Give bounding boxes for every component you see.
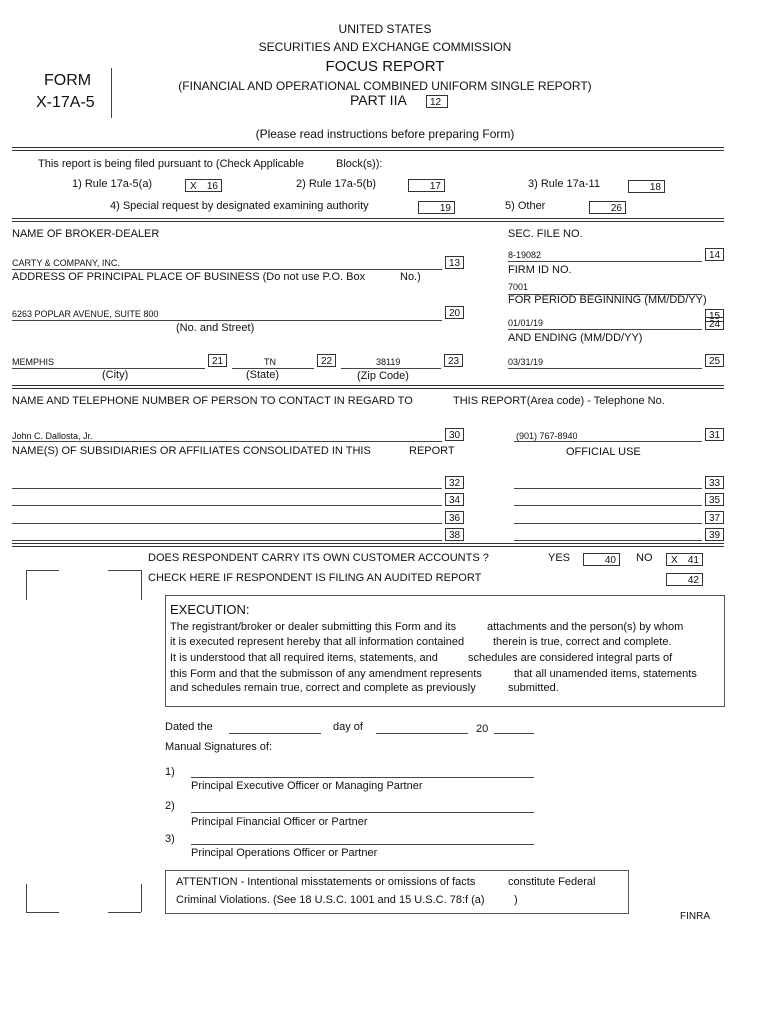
execution-line: submitted.	[508, 682, 559, 694]
execution-line: attachments and the person(s) by whom	[487, 621, 684, 633]
street-value[interactable]: 6263 POPLAR AVENUE, SUITE 800	[12, 309, 159, 319]
rule2-label: 2) Rule 17a-5(b)	[296, 178, 377, 190]
subsidiary-code: 38	[445, 528, 464, 541]
rule5-checkbox[interactable]	[589, 201, 626, 214]
state-caption: (State)	[246, 369, 280, 381]
yes-checkbox[interactable]	[583, 553, 620, 566]
execution-line: The registrant/broker or dealer submitting this Form and its	[170, 621, 457, 633]
official-use-code: 39	[705, 528, 724, 541]
execution-line: schedules are considered integral parts of	[468, 652, 673, 664]
execution-heading: EXECUTION:	[170, 602, 250, 617]
subsidiary-line[interactable]	[12, 505, 442, 506]
instructions: (Please read instructions before preparing Form)	[255, 127, 515, 141]
official-use-line[interactable]	[514, 488, 702, 489]
rule1-mark: X	[190, 181, 197, 192]
section-rule	[12, 543, 724, 547]
execution-line: and schedules remain true, correct and complete as previously	[170, 682, 476, 694]
filing-intro-blocks: Block(s)):	[336, 158, 383, 170]
attention-text: constitute Federal	[508, 876, 596, 888]
signature-number: 3)	[165, 833, 175, 845]
dated-year-line[interactable]	[494, 733, 534, 734]
rule5-label: 5) Other	[505, 200, 546, 212]
broker-name-value[interactable]: CARTY & COMPANY, INC.	[12, 258, 120, 268]
official-use-line[interactable]	[514, 523, 702, 524]
signature-title: Principal Operations Officer or Partner	[191, 847, 378, 859]
city-code: 21	[208, 354, 227, 367]
contact-phone-line	[514, 441, 702, 442]
subsidiary-line[interactable]	[12, 523, 442, 524]
period-begin-line	[508, 329, 702, 330]
attention-text: Criminal Violations. (See 18 U.S.C. 1001 and 15 U.S.C. 78:f (a)	[176, 894, 485, 906]
no-checkbox[interactable]	[666, 553, 703, 566]
zip-value[interactable]: 38119	[376, 357, 401, 367]
execution-line: It is understood that all required items, statements, and	[170, 652, 438, 664]
rule1-checkbox[interactable]	[185, 179, 222, 192]
rule1-label: 1) Rule 17a-5(a)	[72, 178, 153, 190]
rule3-code: 18	[649, 182, 661, 193]
manual-signatures-label: Manual Signatures of:	[165, 741, 273, 753]
city-value[interactable]: MEMPHIS	[12, 357, 55, 367]
contact-label: NAME AND TELEPHONE NUMBER OF PERSON TO CONTACT IN REGARD TO	[12, 395, 413, 407]
zip-caption: (Zip Code)	[357, 370, 409, 382]
form-number: X-17A-5	[36, 94, 95, 111]
zip-code-box: 23	[444, 354, 463, 367]
zip-line	[341, 368, 441, 369]
section-rule	[12, 218, 724, 222]
official-use-label: OFFICIAL USE	[566, 446, 641, 458]
address-label: ADDRESS OF PRINCIPAL PLACE OF BUSINESS (Do not use P.O. Box	[12, 271, 366, 283]
state-code: 22	[317, 354, 336, 367]
part-code-box: 12	[426, 95, 448, 108]
sec-file-code: 14	[705, 248, 724, 261]
rule4-code: 19	[439, 203, 451, 214]
broker-name-code: 13	[445, 256, 464, 269]
firm-id-code: 15	[705, 309, 724, 322]
signature-line[interactable]	[191, 812, 534, 813]
official-use-line[interactable]	[514, 540, 702, 541]
rule3-checkbox[interactable]	[628, 180, 665, 193]
subsidiary-code: 32	[445, 476, 464, 489]
dated-month-line[interactable]	[376, 733, 468, 734]
contact-name-line	[12, 441, 442, 442]
period-end-label: AND ENDING (MM/DD/YY)	[508, 332, 643, 344]
period-end-value[interactable]: 03/31/19	[508, 357, 544, 367]
section-rule	[12, 385, 724, 389]
rule4-label: 4) Special request by designated examining authority	[110, 200, 369, 212]
rule5-code: 26	[610, 203, 622, 214]
street-code: 20	[445, 306, 464, 319]
rule3-label: 3) Rule 17a-11	[528, 178, 600, 190]
contact-phone-value[interactable]: (901) 767-8940	[516, 431, 578, 441]
contact-name-code: 30	[445, 428, 464, 441]
address-label-po: No.)	[400, 271, 421, 283]
crop-mark	[141, 884, 142, 912]
customer-accounts-question: DOES RESPONDENT CARRY ITS OWN CUSTOMER ACCOUNTS ?	[148, 552, 489, 564]
report-title: FOCUS REPORT	[325, 58, 445, 75]
dated-day-line[interactable]	[229, 733, 321, 734]
official-use-code: 37	[705, 511, 724, 524]
broker-name-label: NAME OF BROKER-DEALER	[12, 228, 160, 240]
official-use-code: 35	[705, 493, 724, 506]
attention-text: )	[514, 894, 518, 906]
header-country: UNITED STATES	[338, 22, 432, 36]
period-begin-label: FOR PERIOD BEGINNING (MM/DD/YY)	[508, 294, 707, 306]
sec-file-value[interactable]: 8-19082	[508, 250, 542, 260]
part-label: PART IIA	[350, 92, 407, 108]
year-prefix: 20	[476, 723, 489, 735]
period-end-line	[508, 368, 702, 369]
execution-line: therein is true, correct and complete.	[493, 636, 672, 648]
street-caption: (No. and Street)	[176, 322, 255, 334]
form-divider	[111, 68, 112, 118]
rule1-code: 16	[206, 181, 218, 192]
sec-file-label: SEC. FILE NO.	[508, 228, 583, 240]
no-code: 41	[687, 555, 699, 566]
yes-code: 40	[604, 555, 616, 566]
signature-number: 2)	[165, 800, 175, 812]
street-line	[12, 320, 442, 321]
crop-mark	[26, 884, 27, 912]
yes-label: YES	[548, 552, 571, 564]
execution-line: this Form and that the submisson of any amendment represents	[170, 668, 482, 680]
rule2-code: 17	[429, 181, 441, 192]
state-value[interactable]: TN	[264, 357, 276, 367]
audited-code: 42	[687, 575, 699, 586]
form-label: FORM	[44, 72, 92, 89]
header-agency: SECURITIES AND EXCHANGE COMMISSION	[258, 40, 512, 54]
footer-org: FINRA	[680, 911, 710, 922]
period-begin-code: 24	[705, 317, 724, 330]
day-of-label: day of	[333, 721, 363, 733]
no-mark: X	[671, 555, 678, 566]
signature-title: Principal Executive Officer or Managing Partner	[191, 780, 423, 792]
execution-line: that all unamended items, statements	[514, 668, 697, 680]
rule2-checkbox[interactable]	[408, 179, 445, 192]
section-rule	[12, 147, 724, 151]
subsidiaries-label-report: REPORT	[409, 445, 455, 457]
official-use-line[interactable]	[514, 505, 702, 506]
dated-label: Dated the	[165, 721, 213, 733]
contact-name-value[interactable]: John C. Dallosta, Jr.	[12, 431, 93, 441]
crop-mark	[26, 570, 59, 571]
signature-line[interactable]	[191, 844, 534, 845]
firm-id-value[interactable]: 7001	[508, 282, 529, 292]
subsidiary-code: 36	[445, 511, 464, 524]
city-caption: (City)	[102, 369, 129, 381]
crop-mark	[108, 912, 141, 913]
rule4-checkbox[interactable]	[418, 201, 455, 214]
crop-mark	[26, 570, 27, 600]
no-label: NO	[636, 552, 653, 564]
sec-file-line	[508, 261, 702, 262]
attention-text: ATTENTION - Intentional misstatements or omissions of facts	[176, 876, 476, 888]
contact-phone-label: THIS REPORT(Area code) - Telephone No.	[453, 395, 665, 407]
contact-phone-code: 31	[705, 428, 724, 441]
firm-id-label: FIRM ID NO.	[508, 264, 572, 276]
signature-title: Principal Financial Officer or Partner	[191, 816, 368, 828]
broker-name-line	[12, 269, 442, 270]
execution-line: it is executed represent hereby that all information contained	[170, 636, 465, 648]
subsidiaries-label: NAME(S) OF SUBSIDIARIES OR AFFILIATES CONSOLIDATED IN THIS	[12, 445, 371, 457]
filing-intro: This report is being filed pursuant to (Check Applicable	[38, 158, 304, 170]
signature-line[interactable]	[191, 777, 534, 778]
crop-mark	[26, 912, 59, 913]
subsidiary-line[interactable]	[12, 540, 442, 541]
subsidiary-line[interactable]	[12, 488, 442, 489]
crop-mark	[141, 570, 142, 600]
report-subtitle: (FINANCIAL AND OPERATIONAL COMBINED UNIFORM SINGLE REPORT)	[178, 79, 592, 93]
audited-question: CHECK HERE IF RESPONDENT IS FILING AN AUDITED REPORT	[148, 572, 482, 584]
audited-checkbox[interactable]	[666, 573, 703, 586]
period-end-code: 25	[705, 354, 724, 367]
period-begin-value[interactable]: 01/01/19	[508, 318, 544, 328]
official-use-code: 33	[705, 476, 724, 489]
signature-number: 1)	[165, 766, 175, 778]
crop-mark	[108, 570, 141, 571]
subsidiary-code: 34	[445, 493, 464, 506]
